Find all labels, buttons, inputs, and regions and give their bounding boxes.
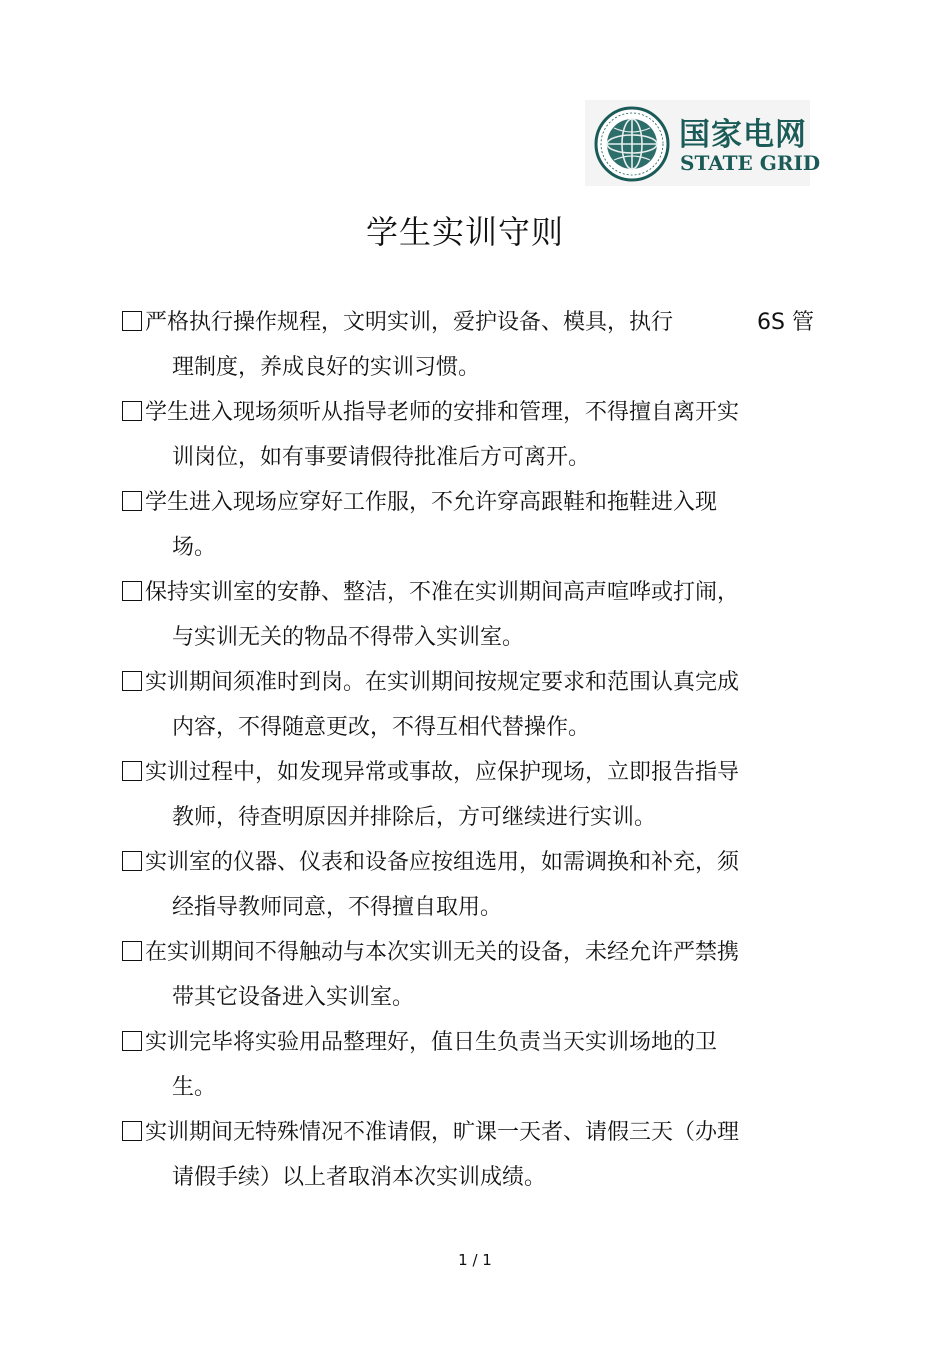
rule-text: 实训期间须准时到岗。在实训期间按规定要求和范围认真完成 <box>145 670 740 695</box>
document-title: 学生实训守则 <box>365 213 564 251</box>
rule-line <box>122 570 822 615</box>
rule-line <box>122 1110 822 1155</box>
checkbox-icon <box>122 671 142 691</box>
rule-line <box>122 660 822 705</box>
checkbox-icon <box>122 491 142 511</box>
list-item <box>122 1110 822 1200</box>
logo-name-zh: 国家电网 <box>679 117 807 153</box>
rule-continuation: 训岗位，如有事要请假待批准后方可离开。 <box>172 445 591 470</box>
list-item <box>122 930 822 1020</box>
rule-text: 学生进入现场须听从指导老师的安排和管理，不得擅自离开实 <box>145 400 740 425</box>
list-item <box>122 1020 822 1110</box>
rule-continuation: 教师，待查明原因并排除后，方可继续进行实训。 <box>172 805 657 830</box>
checkbox-icon <box>122 1031 142 1051</box>
rule-continuation: 带其它设备进入实训室。 <box>172 985 415 1010</box>
rule-continuation: 理制度，养成良好的实训习惯。 <box>172 355 481 380</box>
globe-emblem-icon <box>593 106 671 182</box>
rule-continuation: 生。 <box>172 1075 217 1100</box>
rule-continuation: 场。 <box>172 535 217 560</box>
rule-line <box>122 930 822 975</box>
list-item <box>122 840 822 930</box>
rule-line <box>122 750 822 795</box>
rule-continuation: 与实训无关的物品不得带入实训室。 <box>172 625 525 650</box>
checkbox-icon <box>122 851 142 871</box>
rule-continuation: 内容，不得随意更改，不得互相代替操作。 <box>172 715 591 740</box>
list-item <box>122 390 822 480</box>
list-item <box>122 300 822 390</box>
rule-line <box>122 390 822 435</box>
checkbox-icon <box>122 311 142 331</box>
rule-text: 实训期间无特殊情况不准请假，旷课一天者、请假三天（办理 <box>145 1120 740 1145</box>
rule-text: 保持实训室的安静、整洁，不准在实训期间高声喧哗或打闹， <box>145 580 740 605</box>
rule-text: 严格执行操作规程，文明实训，爱护设备、模具，执行 <box>145 310 674 335</box>
rule-text: 在实训期间不得触动与本次实训无关的设备，未经允许严禁携 <box>145 940 740 965</box>
list-item <box>122 750 822 840</box>
rule-continuation: 请假手续）以上者取消本次实训成绩。 <box>172 1165 547 1190</box>
rule-text: 实训完毕将实验用品整理好，值日生负责当天实训场地的卫 <box>145 1030 718 1055</box>
state-grid-logo <box>585 100 821 186</box>
list-item <box>122 570 822 660</box>
checkbox-icon <box>122 761 142 781</box>
rules-list <box>122 300 822 1200</box>
rule-text-tail: 6S 管 <box>757 310 814 335</box>
rule-text: 学生进入现场应穿好工作服，不允许穿高跟鞋和拖鞋进入现 <box>145 490 718 515</box>
rule-continuation: 经指导教师同意，不得擅自取用。 <box>172 895 503 920</box>
logo-name-en: STATE GRID <box>680 151 821 175</box>
rule-line <box>122 1020 822 1065</box>
rule-text: 实训室的仪器、仪表和设备应按组选用，如需调换和补充，须 <box>145 850 740 875</box>
checkbox-icon <box>122 941 142 961</box>
rule-line <box>122 840 822 885</box>
checkbox-icon <box>122 581 142 601</box>
page-number: 1 / 1 <box>458 1251 492 1269</box>
rule-line <box>122 300 822 345</box>
list-item <box>122 480 822 570</box>
rule-line <box>122 480 822 525</box>
checkbox-icon <box>122 401 142 421</box>
rule-text: 实训过程中，如发现异常或事故，应保护现场，立即报告指导 <box>145 760 740 785</box>
checkbox-icon <box>122 1121 142 1141</box>
list-item <box>122 660 822 750</box>
